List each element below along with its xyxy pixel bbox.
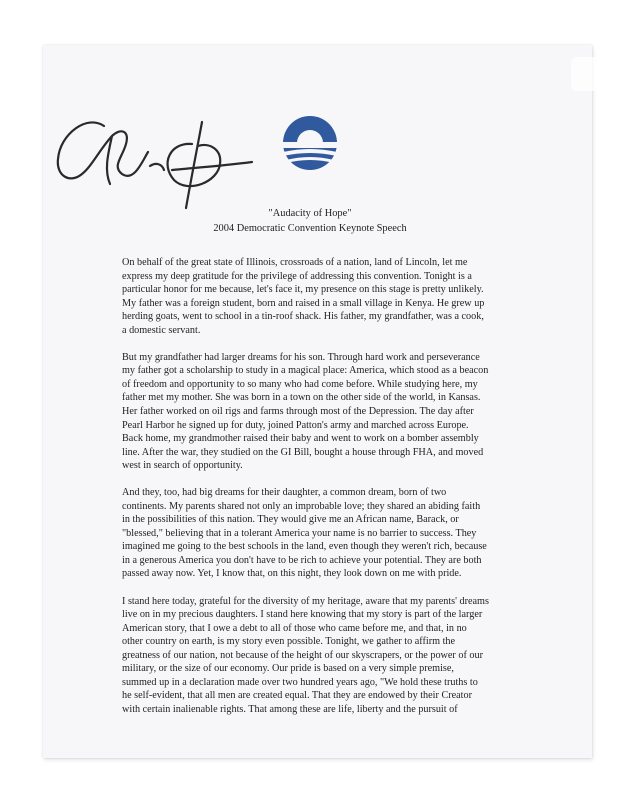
text-line: west in search of opportunity. xyxy=(122,460,243,472)
text-line: On behalf of the great state of Illinois, crossroads of a nation, land of Lincoln, let me xyxy=(122,257,468,268)
text-line: Pearl Harbor he signed up for duty, joined Patton's army and marched across Europe. xyxy=(122,419,469,431)
text-line: in a generous America you don't have to be rich to achieve your potential. They are both xyxy=(122,554,482,566)
text-line: American story, that I owe a debt to all of those who came before me, and that, in no xyxy=(122,622,467,634)
speech-subtitle: 2004 Democratic Convention Keynote Speech xyxy=(213,222,407,234)
text-line: he self-evident, that all men are created equal. That they are endowed by their Creator xyxy=(122,690,472,702)
text-line: And they, too, had big dreams for their daughter, a common dream, born of two xyxy=(122,487,447,499)
text-line: imagined me going to the best schools in the land, even though they weren't rich, because xyxy=(122,541,487,553)
text-line: line. After the war, they studied on the GI Bill, bought a house through FHA, and moved xyxy=(122,446,484,458)
text-line: of freedom and opportunity to so many who had come before. While studying here, my xyxy=(122,378,478,390)
text-line: summed up in a declaration made over two hundred years ago, "We hold these truths to xyxy=(122,676,478,688)
text-line: my father got a scholarship to study in a magical place: America, which stood as a beacon xyxy=(122,365,489,377)
text-line: a domestic servant. xyxy=(122,324,201,336)
paragraph-2 xyxy=(122,351,517,473)
handwritten-signature-icon xyxy=(52,104,262,214)
text-line: I stand here today, grateful for the diversity of my heritage, aware that my parents' dreams xyxy=(122,595,489,607)
speech-body xyxy=(122,256,517,730)
text-line: with certain inalienable rights. That among these are life, liberty and the pursuit of xyxy=(122,703,458,715)
text-line: continents. My parents shared not only an improbable love; they shared an abiding faith xyxy=(122,500,481,512)
campaign-sunrise-logo-icon xyxy=(281,114,339,172)
corner-glare xyxy=(571,57,615,91)
speech-title: "Audacity of Hope" xyxy=(268,208,352,219)
text-line: other country on earth, is my story even possible. Tonight, we gather to affirm the xyxy=(122,636,456,648)
text-line: My father was a foreign student, born and raised in a small village in Kenya. He grew up xyxy=(122,297,485,309)
text-line: passed away now. Yet, I know that, on this night, they look down on me with pride. xyxy=(122,568,462,580)
text-line: father met my mother. She was born in a town on the other side of the world, in Kansas. xyxy=(122,392,481,404)
text-line: Back home, my grandmother raised their baby and went to work on a bomber assembly xyxy=(122,433,479,445)
text-line: But my grandfather had larger dreams for his son. Through hard work and perseverance xyxy=(122,351,480,363)
paragraph-3 xyxy=(122,486,517,581)
text-line: express my deep gratitude for the privilege of addressing this convention. Tonight is a xyxy=(122,270,472,282)
paragraph-1 xyxy=(122,256,517,337)
text-line: live on in my precious daughters. I stand here knowing that my story is part of the larger xyxy=(122,609,483,621)
text-line: in the possibilities of this nation. They would give me an African name, Barack, or xyxy=(122,514,459,526)
text-line: "blessed," believing that in a tolerant America your name is no barrier to success. They xyxy=(122,527,477,539)
speech-heading xyxy=(160,207,460,236)
text-line: herding goats, went to school in a tin-roof shack. His father, my grandfather, was a cook, xyxy=(122,311,484,323)
text-line: greatness of our nation, not because of the height of our skyscrapers, or the power of our xyxy=(122,649,483,661)
text-line: military, or the size of our economy. Our pride is based on a very simple premise, xyxy=(122,663,454,675)
text-line: Her father worked on oil rigs and farms through most of the Depression. The day after xyxy=(122,405,474,417)
text-line: particular honor for me because, let's face it, my presence on this stage is pretty unlikely. xyxy=(122,284,484,296)
paragraph-4 xyxy=(122,595,517,717)
